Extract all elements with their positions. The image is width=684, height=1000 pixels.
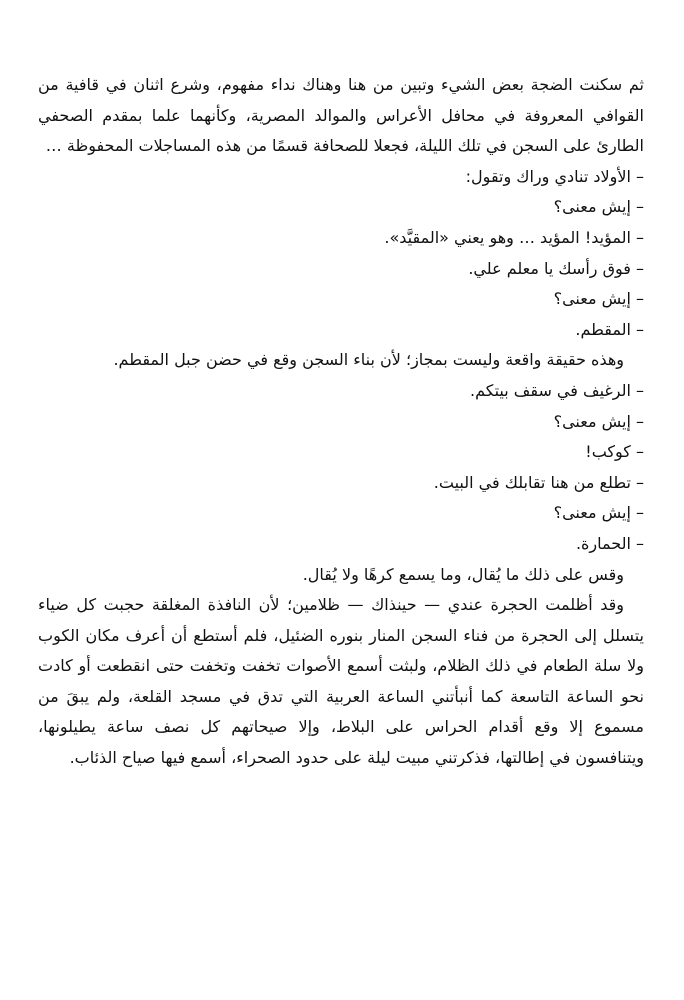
dialogue-line: – كوكب!: [585, 442, 644, 462]
dialogue-line: – الرغيف في سقف بيتكم.: [470, 380, 644, 400]
paragraph-closing: وقد أظلمت الحجرة عندي — حينذاك — ظلامين؛ لأن النافذة المغلقة حجبت كل ضياء يتسلل إلى الحجرة من فناء السجن المنار بنوره الضئيل، فلم أستطع أن أعرف مكان الكوب ولا سلة الطعام في ذلك الظلام، ولبثت أسمع الأصوات تخفت وتخفت حتى انقطعت أو كادت نحو الساعة التاسعة كما أنبأتني الساعة العربية التي تدق في مسجد القلعة، ولم يبقَ من مسموع إلا وقع أقدام الحراس على البلاط، وإلا صيحاتهم كل نصف ساعة يطيلونها، ويتنافسون في إطالتها، فذكرتني مبيت ليلة على حدود الصحراء، أسمع فيها صياح الذئاب.: [38, 595, 644, 768]
dialogue-line: – الأولاد تنادي وراك وتقول:: [465, 166, 644, 186]
dialogue-line: – إيش معنى؟: [553, 503, 644, 523]
dialogue-line: – إيش معنى؟: [553, 197, 644, 217]
paragraph-summary: وقس على ذلك ما يُقال، وما يسمع كرهًا ولا يُقال.: [302, 564, 624, 584]
dialogue-line: – الحمارة.: [575, 533, 644, 553]
dialogue-line: – إيش معنى؟: [553, 411, 644, 431]
dialogue-line: – فوق رأسك يا معلم علي.: [468, 258, 644, 278]
dialogue-line: – تطلع من هنا تقابلك في البيت.: [433, 472, 644, 492]
dialogue-line: – المقطم.: [575, 319, 644, 339]
book-page-body: [38, 70, 644, 774]
dialogue-line: – المؤيد! المؤيد … وهو يعني «المقيَّد».: [384, 227, 644, 247]
paragraph-explanation: وهذه حقيقة واقعة وليست بمجاز؛ لأن بناء السجن وقع في حضن جبل المقطم.: [113, 350, 624, 370]
dialogue-line: – إيش معنى؟: [553, 289, 644, 309]
paragraph-opening: ثم سكنت الضجة بعض الشيء وتبين من هنا وهناك نداء مفهوم، وشرع اثنان في قافية من القوافي المعروفة في محافل الأعراس والموالد المصرية، وكأنهما علما بمقدم الصحفي الطارئ على السجن في تلك الليلة، فجعلا للصحافة قسمًا من هذه المساجلات المحفوظة …: [38, 75, 644, 156]
